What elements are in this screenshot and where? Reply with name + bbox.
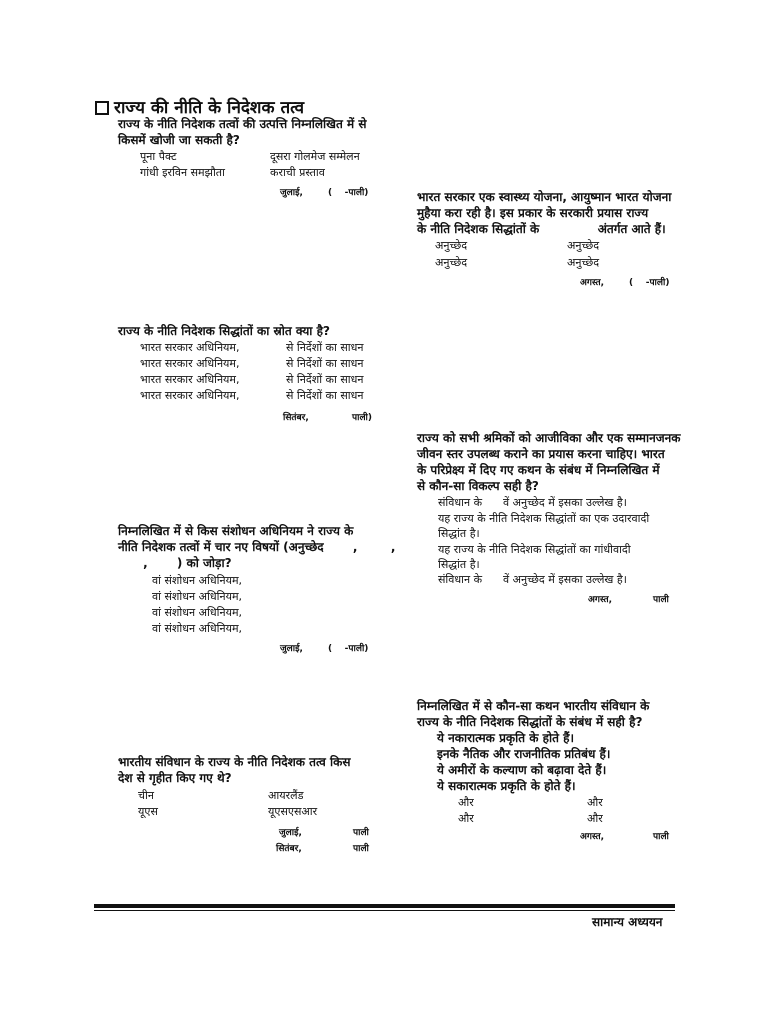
q5-source: जुलाई, ( -पाली)	[280, 644, 369, 654]
q5-text-line3: , ) को जोड़ा?	[118, 556, 232, 570]
q3-source-shift: पाली)	[352, 413, 372, 423]
q6-source-shift: पाली	[653, 832, 669, 842]
q4-option-c-line1: यह राज्य के नीति निदेशक सिद्धांतों का गांधीवादी	[438, 543, 631, 556]
q4-option-a: संविधान के वें अनुच्छेद में इसका उल्लेख है।	[438, 496, 627, 509]
q7-text-line1: भारतीय संविधान के राज्य के नीति निदेशक तत्व किस	[118, 755, 351, 769]
q3-option-b-right: से निर्देशों का साधन	[286, 357, 364, 370]
q1-source: जुलाई, ( -पाली)	[280, 188, 369, 198]
q3-text-line1: राज्य के नीति निदेशक सिद्धांतों का स्रोत क्या है?	[118, 324, 330, 338]
q4-option-b-line1: यह राज्य के नीति निदेशक सिद्धांतों का एक उदारवादी	[438, 512, 650, 525]
q6-statement-3: ये अमीरों के कल्याण को बढ़ावा देते हैं।	[437, 763, 607, 777]
q5-option-d: वां संशोधन अधिनियम,	[152, 622, 243, 635]
q2-option-d: अनुच्छेद	[567, 256, 600, 269]
q6-statement-1: ये नकारात्मक प्रकृति के होते हैं।	[437, 731, 575, 745]
q2-option-c: अनुच्छेद	[435, 256, 468, 269]
q5-option-b: वां संशोधन अधिनियम,	[152, 590, 243, 603]
q1-option-d: कराची प्रस्ताव	[270, 166, 325, 179]
q5-option-c: वां संशोधन अधिनियम,	[152, 606, 243, 619]
q1-option-a: पूना पैक्ट	[140, 150, 177, 163]
section-title: राज्य की नीति के निदेशक तत्व	[114, 98, 305, 118]
q5-text-line2: नीति निदेशक तत्वों में चार नए विषयों (अनुच्छेद , ,	[118, 540, 396, 554]
q2-option-b: अनुच्छेद	[567, 239, 600, 252]
q3-option-d-left: भारत सरकार अधिनियम,	[140, 389, 240, 402]
q3-option-b-left: भारत सरकार अधिनियम,	[140, 357, 240, 370]
q6-option-b: और	[587, 796, 603, 809]
checkbox-icon	[95, 101, 109, 115]
q7-source-1-shift: पाली	[353, 828, 369, 838]
q1-option-b: दूसरा गोलमेज सम्मेलन	[270, 150, 360, 163]
q4-text-line2: जीवन स्तर उपलब्ध कराने का प्रयास करना चाहिए। भारत	[417, 447, 665, 461]
q3-option-a-left: भारत सरकार अधिनियम,	[140, 341, 240, 354]
q7-text-line2: देश से गृहीत किए गए थे?	[118, 771, 232, 785]
q4-text-line1: राज्य को सभी श्रमिकों को आजीविका और एक सम्मानजनक	[417, 431, 681, 445]
q7-source-1-date: जुलाई,	[279, 828, 302, 838]
q6-statement-2: इनके नैतिक और राजनीतिक प्रतिबंध हैं।	[437, 747, 611, 761]
q3-option-a-right: से निर्देशों का साधन	[286, 341, 364, 354]
q7-option-d: यूएसएसआर	[268, 805, 318, 818]
q3-source-date: सितंबर,	[283, 413, 309, 423]
q1-option-c: गांधी इरविन समझौता	[140, 166, 225, 179]
footer-rule-thin	[94, 910, 675, 911]
q5-text-line1: निम्नलिखित में से किस संशोधन अधिनियम ने राज्य के	[118, 524, 354, 538]
q1-text-line1: राज्य के नीति निदेशक तत्वों की उत्पत्ति निम्नलिखित में से	[118, 117, 367, 131]
q7-source-2-date: सितंबर,	[276, 844, 302, 854]
q1-text-line2: किसमें खोजी जा सकती है?	[118, 133, 240, 147]
q2-source: अगस्त, ( -पाली)	[580, 278, 670, 288]
q4-text-line3: के परिप्रेक्ष्य में दिए गए कथन के संबंध में निम्नलिखित में	[417, 463, 660, 477]
q6-text-line2: राज्य के नीति निदेशक सिद्धांतों के संबंध में सही है?	[417, 715, 643, 729]
q2-text-line2: मुहैया करा रही है। इस प्रकार के सरकारी प्रयास राज्य	[417, 206, 649, 220]
q2-text-line3: के नीति निदेशक सिद्धांतों के अंतर्गत आते हैं।	[417, 222, 666, 236]
q2-option-a: अनुच्छेद	[435, 239, 468, 252]
q5-option-a: वां संशोधन अधिनियम,	[152, 574, 243, 587]
q3-option-d-right: से निर्देशों का साधन	[286, 389, 364, 402]
q6-text-line1: निम्नलिखित में से कौन-सा कथन भारतीय संविधान के	[417, 699, 650, 713]
q6-statement-4: ये सकारात्मक प्रकृति के होते हैं।	[437, 779, 576, 793]
q7-option-b: आयरलैंड	[268, 789, 304, 802]
footer-label: सामान्य अध्ययन	[592, 915, 663, 929]
q6-option-c: और	[458, 812, 474, 825]
q7-option-a: चीन	[138, 789, 154, 802]
q3-option-c-left: भारत सरकार अधिनियम,	[140, 373, 240, 386]
q3-option-c-right: से निर्देशों का साधन	[286, 373, 364, 386]
q4-source-shift: पाली	[653, 595, 669, 605]
q4-source-date: अगस्त,	[588, 595, 612, 605]
q4-text-line4: से कौन-सा विकल्प सही है?	[417, 479, 539, 493]
footer-rule-thick	[94, 904, 675, 908]
q7-source-2-shift: पाली	[353, 844, 369, 854]
q7-option-c: यूएस	[138, 805, 158, 818]
q4-option-b-line2: सिद्धांत है।	[438, 527, 480, 540]
q6-option-a: और	[458, 796, 474, 809]
q2-text-line1: भारत सरकार एक स्वास्थ्य योजना, आयुष्मान भारत योजना	[417, 190, 672, 204]
q4-option-c-line2: सिद्धांत है।	[438, 558, 480, 571]
q4-option-d: संविधान के वें अनुच्छेद में इसका उल्लेख है।	[438, 573, 627, 586]
q6-option-d: और	[587, 812, 603, 825]
q6-source-date: अगस्त,	[580, 832, 604, 842]
